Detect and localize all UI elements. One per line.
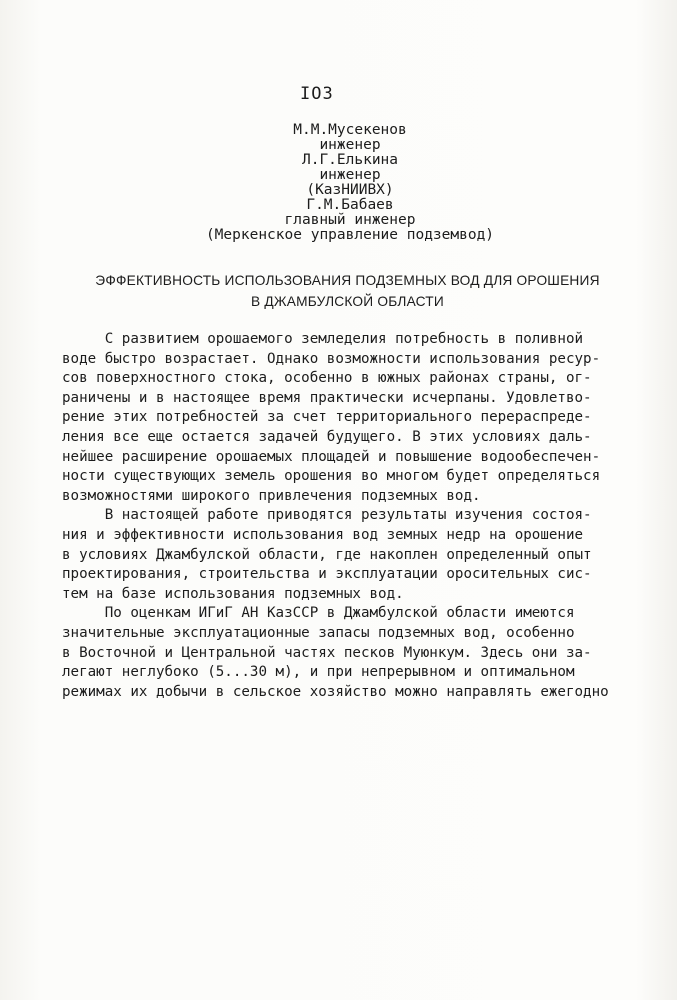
text-line: проектирования, строительства и эксплуатации оросительных сис- bbox=[62, 566, 592, 583]
text-line: воде быстро возрастает. Однако возможности использования ресур- bbox=[62, 350, 601, 367]
text-line: в Восточной и Центральной частях песков Муюнкум. Здесь они за- bbox=[62, 644, 592, 661]
text-line: тем на базе использования подземных вод. bbox=[62, 585, 404, 602]
page-number: IO3 bbox=[300, 84, 334, 104]
author-name: Г.М.Бабаев bbox=[306, 197, 394, 213]
author-position: главный инженер bbox=[284, 212, 416, 228]
text-line: ния и эффективности использования вод земных недр на орошение bbox=[62, 526, 584, 543]
text-line: возможностями широкого привлечения подземных вод. bbox=[62, 487, 481, 504]
text-line: С развитием орошаемого земледелия потребность в поливной bbox=[62, 331, 584, 347]
author-affiliation: (Меркенское управление подземвод) bbox=[205, 227, 495, 243]
text-line: раничены и в настоящее время практически исчерпаны. Удовлетво- bbox=[62, 389, 592, 406]
article-title bbox=[76, 270, 620, 312]
title-line: ЭФФЕКТИВНОСТЬ ИСПОЛЬЗОВАНИЯ ПОДЗЕМНЫХ ВОД ДЛЯ ОРОШЕНИЯ bbox=[95, 272, 600, 288]
text-line: По оценкам ИГиГ АН КазССР в Джамбулской области имеются bbox=[62, 605, 575, 622]
text-line: рение этих потребностей за счет территориального перераспреде- bbox=[62, 409, 592, 426]
author-name: М.М.Мусекенов bbox=[293, 122, 407, 138]
text-line: ности существующих земель орошения во многом будет определяться bbox=[62, 468, 601, 485]
author-affiliation: (КазНИИВХ) bbox=[306, 182, 394, 198]
text-line: режимах их добычи в сельское хозяйство можно направлять ежегодно bbox=[62, 683, 609, 700]
text-line: в условиях Джамбулской области, где накоплен определенный опыт bbox=[62, 546, 592, 563]
author-name: Л.Г.Елькина bbox=[301, 152, 399, 168]
text-line: В настоящей работе приводятся результаты изучения состоя- bbox=[62, 507, 592, 524]
title-line: В ДЖАМБУЛСКОЙ ОБЛАСТИ bbox=[251, 293, 444, 309]
body-text bbox=[62, 330, 622, 702]
text-line: нейшее расширение орошаемых площадей и повышение водообеспечен- bbox=[62, 448, 601, 465]
text-line: значительные эксплуатационные запасы подземных вод, особенно bbox=[62, 624, 575, 641]
author-position: инженер bbox=[319, 167, 381, 183]
text-line: ления все еще остается задачей будущего. В этих условиях даль- bbox=[62, 428, 592, 445]
text-line: легают неглубоко (5...30 м), и при непрерывном и оптимальном bbox=[62, 664, 575, 681]
author-block bbox=[150, 123, 550, 243]
author-position: инженер bbox=[319, 137, 381, 153]
text-line: сов поверхностного стока, особенно в южных районах страны, ог- bbox=[62, 370, 592, 387]
